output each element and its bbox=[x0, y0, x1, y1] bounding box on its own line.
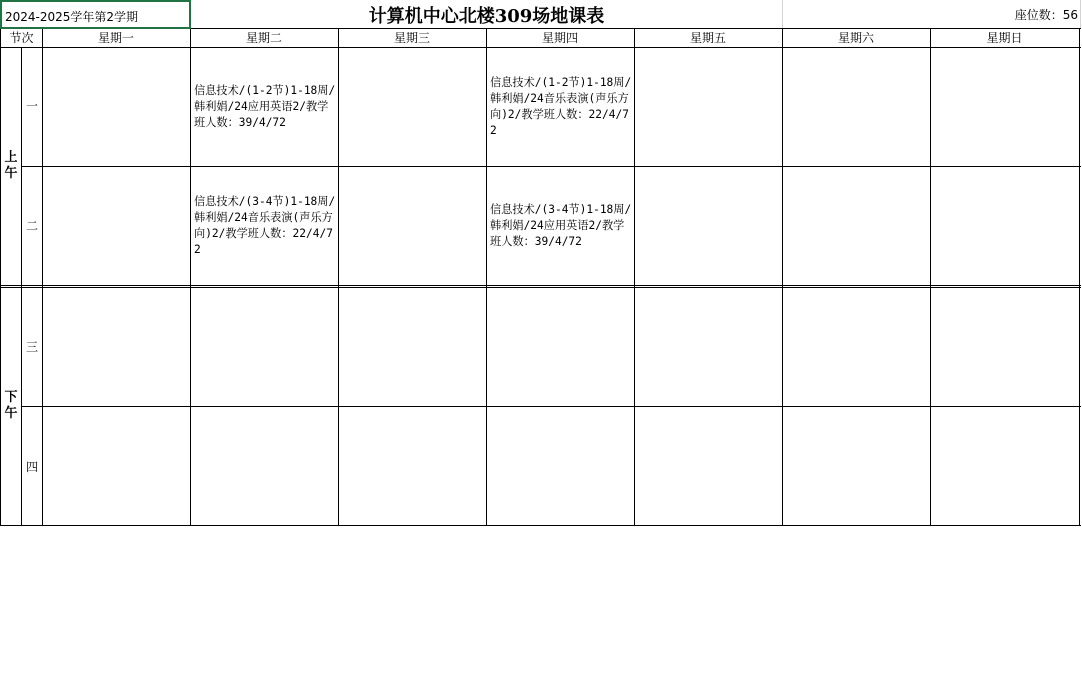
header-day-tue[interactable]: 星期二 bbox=[245, 31, 282, 45]
course-thu-period-2[interactable]: 信息技术/(3-4节)1-18周/韩利娟/24应用英语2/教学班人数：39/4/72 bbox=[490, 203, 632, 248]
period-label-2[interactable]: 二 bbox=[25, 219, 38, 233]
table-border bbox=[782, 29, 783, 526]
term-cell[interactable]: 2024-2025学年第2学期 bbox=[0, 0, 191, 29]
course-tue-period-2[interactable]: 信息技术/(3-4节)1-18周/韩利娟/24音乐表演(声乐方向)2/教学班人数：22/4/72 bbox=[194, 195, 336, 256]
seat-count[interactable]: 座位数：56 bbox=[1014, 8, 1078, 22]
table-border bbox=[1079, 29, 1080, 526]
half-day-morning[interactable]: 上午 bbox=[4, 150, 18, 181]
table-border bbox=[190, 29, 191, 526]
table-border bbox=[0, 29, 1, 526]
table-border bbox=[21, 406, 1081, 407]
table-border bbox=[486, 29, 487, 526]
gridline bbox=[1080, 0, 1081, 29]
period-label-4[interactable]: 四 bbox=[25, 460, 38, 474]
table-border bbox=[634, 29, 635, 526]
table-border bbox=[42, 29, 43, 526]
header-day-fri[interactable]: 星期五 bbox=[689, 31, 726, 45]
course-tue-period-1[interactable]: 信息技术/(1-2节)1-18周/韩利娟/24应用英语2/教学班人数：39/4/72 bbox=[194, 84, 336, 129]
table-border bbox=[191, 28, 1081, 29]
table-border bbox=[930, 29, 931, 526]
header-day-sun[interactable]: 星期日 bbox=[986, 31, 1023, 45]
course-thu-period-1[interactable]: 信息技术/(1-2节)1-18周/韩利娟/24音乐表演(声乐方向)2/教学班人数：22/4/72 bbox=[490, 76, 632, 137]
header-day-mon[interactable]: 星期一 bbox=[97, 31, 134, 45]
header-day-thu[interactable]: 星期四 bbox=[541, 31, 578, 45]
half-day-afternoon[interactable]: 下午 bbox=[4, 390, 18, 421]
header-day-wed[interactable]: 星期三 bbox=[393, 31, 430, 45]
table-border bbox=[21, 166, 1081, 167]
table-border bbox=[0, 287, 1081, 288]
table-border bbox=[0, 47, 1081, 48]
table-border bbox=[0, 285, 1081, 286]
header-day-sat[interactable]: 星期六 bbox=[837, 31, 874, 45]
table-border bbox=[0, 525, 1081, 526]
period-label-1[interactable]: 一 bbox=[25, 99, 38, 113]
header-slot[interactable]: 节次 bbox=[9, 31, 34, 45]
page-title[interactable]: 计算机中心北楼309场地课表 bbox=[368, 6, 605, 27]
period-label-3[interactable]: 三 bbox=[25, 340, 38, 354]
table-border bbox=[338, 29, 339, 526]
table-border bbox=[21, 47, 22, 526]
gridline bbox=[782, 0, 783, 29]
